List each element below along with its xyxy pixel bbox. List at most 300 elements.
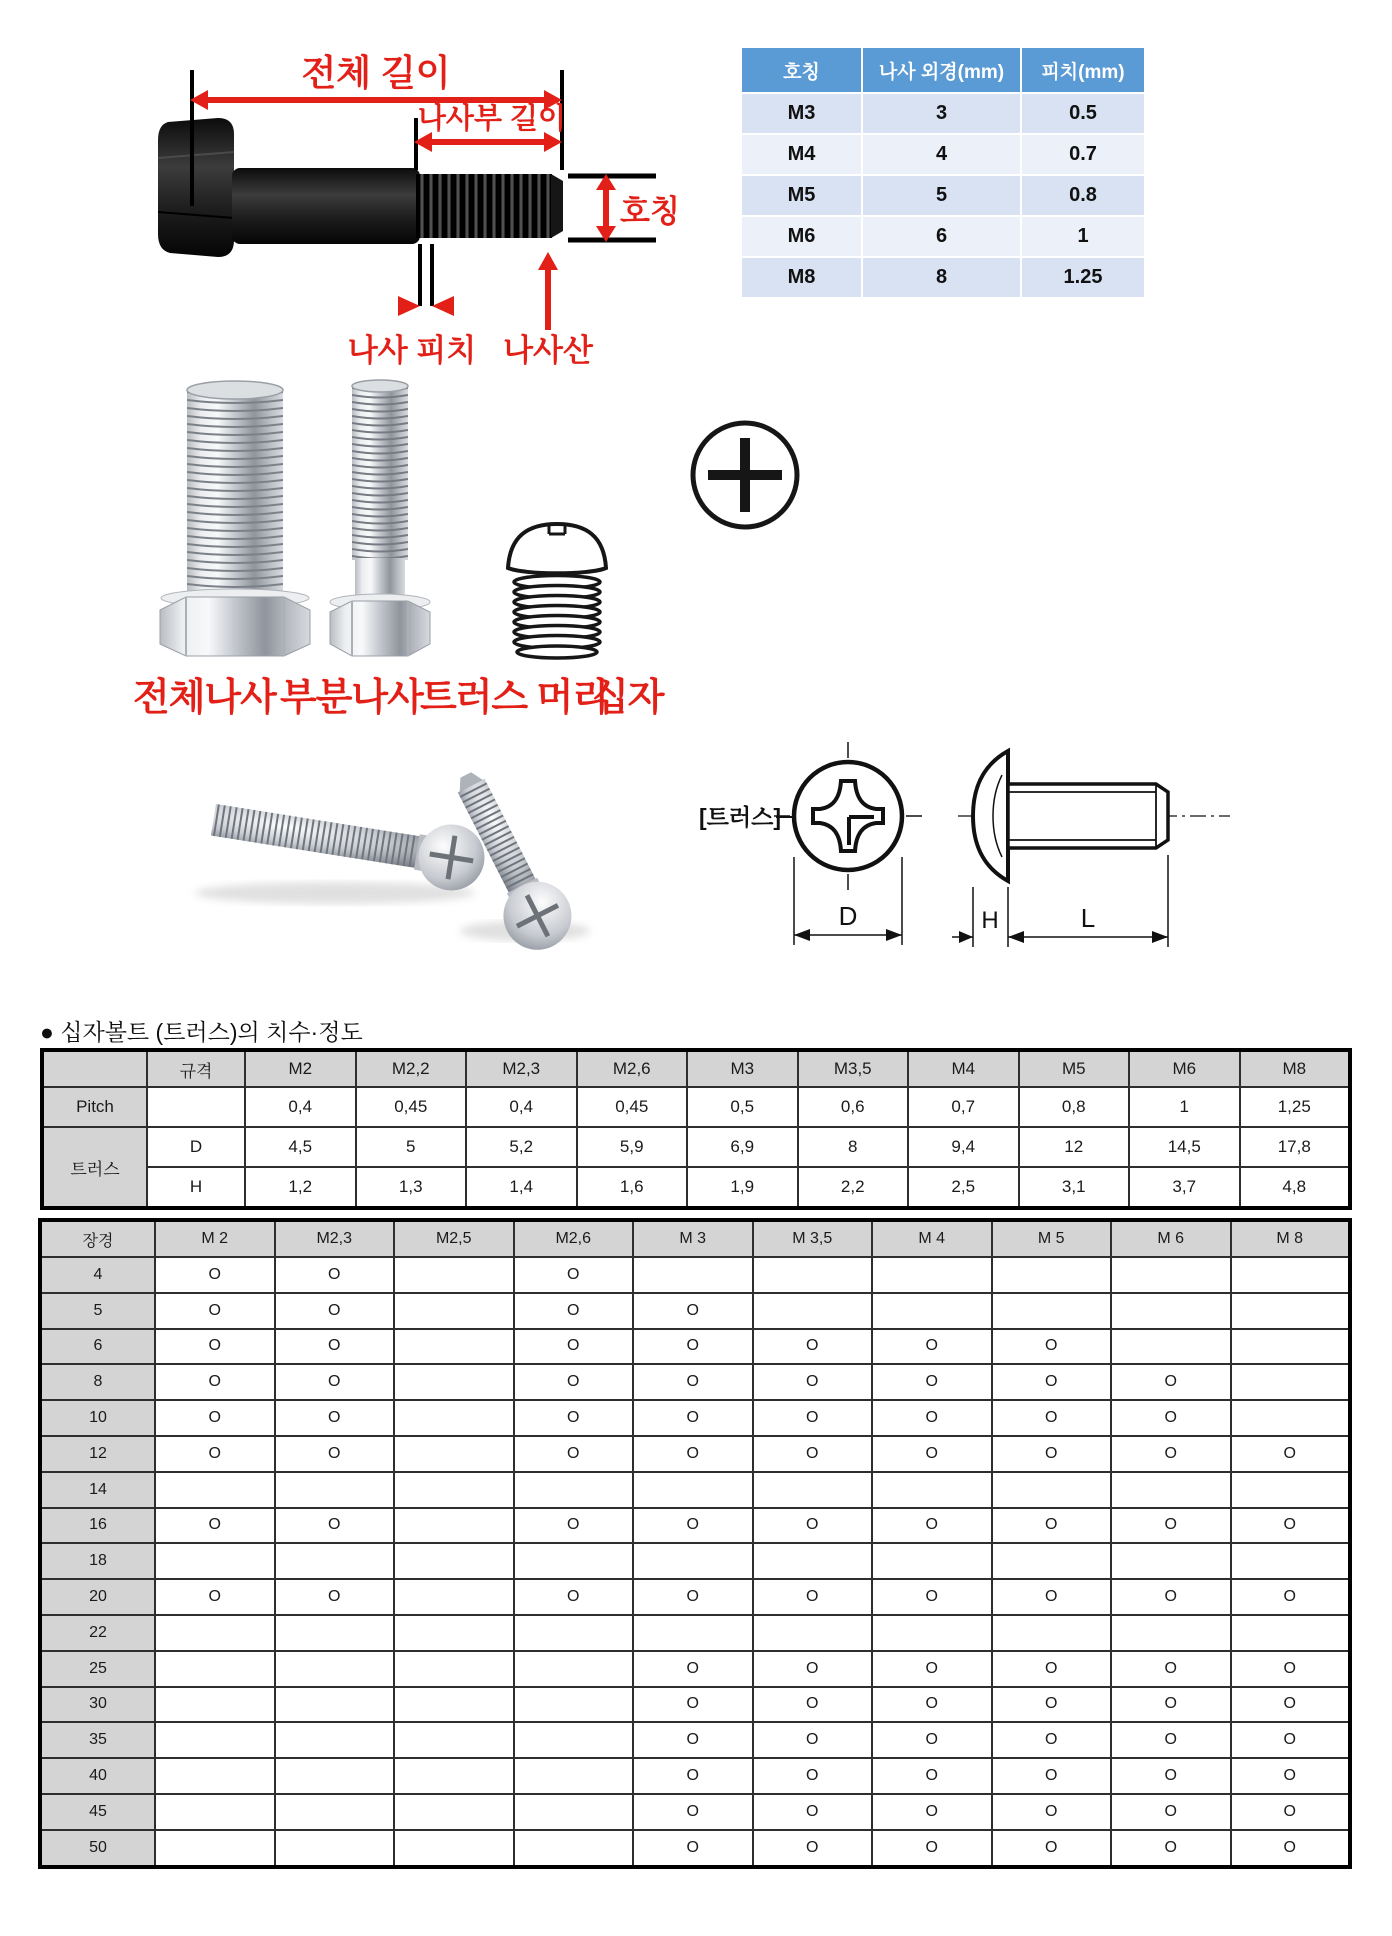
spec-table-row — [742, 135, 1146, 176]
table-cell: 0,7 — [908, 1087, 1019, 1127]
table-cell — [514, 1651, 634, 1687]
table-cell: O — [155, 1508, 275, 1544]
table-cell — [514, 1794, 634, 1830]
table-cell — [394, 1615, 514, 1651]
table-cell: O — [872, 1794, 992, 1830]
table-cell: 40 — [40, 1758, 155, 1794]
table-cell: O — [992, 1364, 1112, 1400]
table-cell: O — [992, 1687, 1112, 1723]
table-cell: 1 — [1022, 217, 1146, 258]
table-cell: M 8 — [1231, 1220, 1351, 1257]
table-cell: 2,5 — [908, 1167, 1019, 1208]
table-cell — [394, 1436, 514, 1472]
table-cell: O — [155, 1293, 275, 1329]
table-cell: 1,6 — [577, 1167, 688, 1208]
table-cell: M2,6 — [577, 1050, 688, 1087]
table-cell: M 3 — [633, 1220, 753, 1257]
table-cell — [992, 1615, 1112, 1651]
table-cell: M5 — [742, 176, 863, 217]
table-cell — [992, 1543, 1112, 1579]
availability-table-body — [40, 1220, 1350, 1867]
table-cell: O — [1231, 1508, 1351, 1544]
table-cell — [155, 1687, 275, 1723]
table-cell: M 2 — [155, 1220, 275, 1257]
table-cell: 8 — [798, 1127, 909, 1167]
table-cell: M3 — [687, 1050, 798, 1087]
thread-length-label: 나사부 길이 — [417, 103, 567, 135]
table-cell — [872, 1615, 992, 1651]
dimension-table-body — [42, 1050, 1350, 1208]
table-cell: 트러스 — [42, 1127, 147, 1208]
table-cell: O — [514, 1508, 634, 1544]
table-cell: 0.7 — [1022, 135, 1146, 176]
table-cell: 5,2 — [466, 1127, 577, 1167]
table-cell — [1231, 1293, 1351, 1329]
table-cell: 4 — [863, 135, 1022, 176]
table-cell: 1 — [1129, 1087, 1240, 1127]
table-cell: M8 — [742, 258, 863, 299]
table-cell: 6 — [40, 1329, 155, 1365]
table-cell: O — [992, 1579, 1112, 1615]
table-cell — [147, 1087, 245, 1127]
table-cell — [394, 1543, 514, 1579]
table-cell: 2,2 — [798, 1167, 909, 1208]
hex-bolt-image — [158, 118, 563, 257]
table-cell: O — [514, 1436, 634, 1472]
table-cell — [872, 1257, 992, 1293]
thread-pitch-label: 나사 피치 — [347, 333, 477, 368]
table-cell: O — [514, 1364, 634, 1400]
table-cell: O — [1111, 1758, 1231, 1794]
table-cell — [155, 1472, 275, 1508]
table-cell: O — [872, 1329, 992, 1365]
table-cell — [1231, 1472, 1351, 1508]
table-cell: M8 — [1240, 1050, 1351, 1087]
table-cell: 25 — [40, 1651, 155, 1687]
table-cell — [514, 1615, 634, 1651]
table-cell: O — [1111, 1794, 1231, 1830]
table-cell — [275, 1615, 395, 1651]
table-cell — [42, 1050, 147, 1087]
spec-table-body — [742, 94, 1146, 299]
table-cell: O — [633, 1687, 753, 1723]
table-cell: O — [1231, 1722, 1351, 1758]
table-cell — [275, 1543, 395, 1579]
table-cell — [1231, 1257, 1351, 1293]
table-cell: 22 — [40, 1615, 155, 1651]
table-cell: O — [633, 1329, 753, 1365]
availability-row — [40, 1830, 1350, 1867]
table-cell: O — [753, 1329, 873, 1365]
table-cell: 8 — [863, 258, 1022, 299]
table-cell: O — [275, 1257, 395, 1293]
table-cell: O — [633, 1722, 753, 1758]
table-cell: O — [872, 1436, 992, 1472]
truss-d-row — [42, 1127, 1350, 1167]
table-cell: O — [753, 1364, 873, 1400]
head-height-dim-label: H — [981, 907, 999, 934]
table-cell: 5 — [863, 176, 1022, 217]
table-cell — [514, 1543, 634, 1579]
table-cell: 장경 — [40, 1220, 155, 1257]
table-cell — [394, 1651, 514, 1687]
table-cell: M2,2 — [356, 1050, 467, 1087]
table-cell: O — [633, 1651, 753, 1687]
table-cell: 규격 — [147, 1050, 245, 1087]
table-cell: O — [1111, 1830, 1231, 1867]
pitch-row — [42, 1087, 1350, 1127]
table-cell: M2 — [245, 1050, 356, 1087]
table-cell — [394, 1400, 514, 1436]
thread-crest-label: 나사산 — [503, 333, 593, 368]
table-cell: 0,4 — [245, 1087, 356, 1127]
table-cell: O — [633, 1794, 753, 1830]
table-cell: 0,45 — [577, 1087, 688, 1127]
table-cell: O — [514, 1293, 634, 1329]
spec-table-header-row — [742, 48, 1146, 94]
table-cell — [155, 1758, 275, 1794]
table-cell — [514, 1687, 634, 1723]
table-cell: O — [1231, 1830, 1351, 1867]
table-cell — [633, 1472, 753, 1508]
table-cell: O — [872, 1830, 992, 1867]
table-cell: 0,45 — [356, 1087, 467, 1127]
table-cell — [394, 1364, 514, 1400]
availability-row — [40, 1687, 1350, 1723]
table-cell: O — [753, 1830, 873, 1867]
phillips-cross-icon — [693, 423, 797, 527]
table-cell: 45 — [40, 1794, 155, 1830]
table-cell: O — [633, 1758, 753, 1794]
table-cell — [514, 1758, 634, 1794]
table-cell: M4 — [908, 1050, 1019, 1087]
table-cell — [155, 1722, 275, 1758]
table-cell — [514, 1722, 634, 1758]
table-cell: O — [1111, 1436, 1231, 1472]
table-cell: O — [155, 1400, 275, 1436]
table-cell — [394, 1794, 514, 1830]
table-cell: O — [992, 1722, 1112, 1758]
table-cell — [394, 1687, 514, 1723]
table-cell: M5 — [1019, 1050, 1130, 1087]
table-cell: 3 — [863, 94, 1022, 135]
table-cell: O — [633, 1293, 753, 1329]
table-cell: O — [753, 1651, 873, 1687]
table-cell: O — [753, 1436, 873, 1472]
availability-row — [40, 1579, 1350, 1615]
table-cell: M2,3 — [466, 1050, 577, 1087]
table-cell — [394, 1758, 514, 1794]
table-cell — [275, 1722, 395, 1758]
table-cell: O — [992, 1651, 1112, 1687]
table-cell: 12 — [40, 1436, 155, 1472]
table-cell: 4 — [40, 1257, 155, 1293]
table-cell: O — [633, 1830, 753, 1867]
table-cell: 16 — [40, 1508, 155, 1544]
truss-dimension-table — [40, 1048, 1352, 1210]
table-cell: 0,5 — [687, 1087, 798, 1127]
table-cell — [1231, 1543, 1351, 1579]
table-cell: 14 — [40, 1472, 155, 1508]
table-cell — [155, 1651, 275, 1687]
table-cell: O — [1231, 1651, 1351, 1687]
cross-recess-label: 십자 — [592, 677, 664, 719]
availability-row — [40, 1651, 1350, 1687]
table-cell: M2,6 — [514, 1220, 634, 1257]
table-cell: O — [992, 1830, 1112, 1867]
table-cell: O — [275, 1400, 395, 1436]
table-cell — [633, 1543, 753, 1579]
table-cell: O — [753, 1579, 873, 1615]
total-length-label: 전체 길이 — [301, 52, 451, 93]
table-cell — [992, 1472, 1112, 1508]
partial-thread-bolt-image — [330, 380, 430, 656]
table-cell: O — [753, 1687, 873, 1723]
table-cell: 14,5 — [1129, 1127, 1240, 1167]
table-cell: O — [275, 1329, 395, 1365]
table-cell — [872, 1293, 992, 1329]
table-cell: 1,4 — [466, 1167, 577, 1208]
table-cell: O — [1111, 1364, 1231, 1400]
truss-head-label: 트러스 머리 — [420, 677, 609, 719]
table-cell: M6 — [742, 217, 863, 258]
table-cell: O — [1111, 1651, 1231, 1687]
truss-screw-drawing-section — [140, 735, 1270, 960]
table-cell: O — [753, 1794, 873, 1830]
full-thread-label: 전체나사 — [133, 677, 276, 719]
availability-row — [40, 1794, 1350, 1830]
table-cell — [872, 1543, 992, 1579]
table-cell: 5 — [356, 1127, 467, 1167]
table-cell: O — [992, 1329, 1112, 1365]
table-cell: O — [992, 1794, 1112, 1830]
spec-table-row — [742, 94, 1146, 135]
table-cell: O — [633, 1364, 753, 1400]
table-cell — [275, 1758, 395, 1794]
table-cell: O — [1231, 1758, 1351, 1794]
table-cell: 9,4 — [908, 1127, 1019, 1167]
table-cell — [394, 1579, 514, 1615]
table-cell: O — [275, 1508, 395, 1544]
table-cell: O — [1111, 1579, 1231, 1615]
table-cell: M3,5 — [798, 1050, 909, 1087]
table-cell: O — [872, 1651, 992, 1687]
table-cell: 4,8 — [1240, 1167, 1351, 1208]
availability-row — [40, 1436, 1350, 1472]
table-cell: O — [1111, 1400, 1231, 1436]
table-cell: 6 — [863, 217, 1022, 258]
spec-table-row — [742, 258, 1146, 299]
truss-h-row — [42, 1167, 1350, 1208]
table-cell — [394, 1830, 514, 1867]
table-cell: 12 — [1019, 1127, 1130, 1167]
thread-spec-table — [742, 48, 1146, 299]
table-cell — [1111, 1257, 1231, 1293]
table-cell: O — [872, 1722, 992, 1758]
table-cell: O — [633, 1400, 753, 1436]
table-cell — [155, 1615, 275, 1651]
table-cell: 3,7 — [1129, 1167, 1240, 1208]
table-cell: O — [1111, 1687, 1231, 1723]
table-cell: 호칭 — [742, 48, 863, 94]
full-thread-bolt-image — [160, 381, 310, 656]
availability-row — [40, 1508, 1350, 1544]
table-cell: 18 — [40, 1543, 155, 1579]
table-cell — [753, 1293, 873, 1329]
table-cell — [394, 1329, 514, 1365]
truss-side-view-drawing — [952, 751, 1230, 947]
table-cell: O — [514, 1579, 634, 1615]
table-cell: O — [275, 1579, 395, 1615]
table-cell — [394, 1293, 514, 1329]
partial-thread-label: 부분나사 — [280, 677, 423, 719]
table-cell — [753, 1543, 873, 1579]
length-dim-label: L — [1080, 903, 1096, 933]
availability-row — [40, 1400, 1350, 1436]
table-cell: 5 — [40, 1293, 155, 1329]
table-cell: O — [514, 1257, 634, 1293]
table-cell: M 5 — [992, 1220, 1112, 1257]
table-cell: 4,5 — [245, 1127, 356, 1167]
table-cell — [872, 1472, 992, 1508]
table-cell: 6,9 — [687, 1127, 798, 1167]
table-cell: O — [155, 1329, 275, 1365]
truss-head-drawing — [508, 524, 606, 658]
table-cell: 50 — [40, 1830, 155, 1867]
hex-bolt-annotated-photo — [100, 30, 700, 370]
availability-row — [40, 1543, 1350, 1579]
table-cell — [1111, 1472, 1231, 1508]
table-cell — [514, 1472, 634, 1508]
table-cell: M 3,5 — [753, 1220, 873, 1257]
table-cell — [155, 1830, 275, 1867]
table-cell — [633, 1257, 753, 1293]
table-cell — [394, 1722, 514, 1758]
table-cell: M4 — [742, 135, 863, 176]
table-cell: 1,3 — [356, 1167, 467, 1208]
table-cell: 피치(mm) — [1022, 48, 1146, 94]
table-cell: O — [753, 1508, 873, 1544]
dimension-table-header-row — [42, 1050, 1350, 1087]
table-cell — [394, 1508, 514, 1544]
table-cell — [275, 1794, 395, 1830]
table-cell: O — [155, 1436, 275, 1472]
table-cell: M 4 — [872, 1220, 992, 1257]
table-cell — [992, 1293, 1112, 1329]
table-cell — [1111, 1293, 1231, 1329]
table-cell: 20 — [40, 1579, 155, 1615]
table-cell: O — [872, 1687, 992, 1723]
table-cell: O — [1231, 1794, 1351, 1830]
table-cell — [275, 1472, 395, 1508]
table-cell: 0,4 — [466, 1087, 577, 1127]
table-cell: O — [633, 1436, 753, 1472]
table-cell: O — [753, 1758, 873, 1794]
table-cell: O — [514, 1329, 634, 1365]
table-cell — [1111, 1329, 1231, 1365]
table-cell: M 6 — [1111, 1220, 1231, 1257]
table-cell: O — [992, 1436, 1112, 1472]
table-cell — [155, 1543, 275, 1579]
table-cell: O — [275, 1293, 395, 1329]
table-cell: O — [633, 1579, 753, 1615]
table-cell: 30 — [40, 1687, 155, 1723]
table-cell: 0,6 — [798, 1087, 909, 1127]
table-cell: O — [275, 1364, 395, 1400]
table-cell: O — [992, 1400, 1112, 1436]
table-cell: O — [1111, 1722, 1231, 1758]
availability-table — [38, 1218, 1352, 1869]
table-cell — [275, 1651, 395, 1687]
truss-front-view-drawing — [699, 742, 922, 945]
table-cell: M2,5 — [394, 1220, 514, 1257]
table-cell — [394, 1472, 514, 1508]
spec-table-row — [742, 176, 1146, 217]
table-cell: O — [1231, 1687, 1351, 1723]
dimension-section-heading: ● 십자볼트 (트러스)의 치수·정도 — [40, 1019, 363, 1045]
table-cell: 5,9 — [577, 1127, 688, 1167]
table-cell: 1.25 — [1022, 258, 1146, 299]
table-cell — [394, 1257, 514, 1293]
table-cell — [1231, 1329, 1351, 1365]
availability-row — [40, 1329, 1350, 1365]
table-cell: M2,3 — [275, 1220, 395, 1257]
table-cell: O — [992, 1758, 1112, 1794]
availability-row — [40, 1293, 1350, 1329]
table-cell — [155, 1794, 275, 1830]
table-cell — [633, 1615, 753, 1651]
table-cell: O — [275, 1436, 395, 1472]
table-cell — [1231, 1400, 1351, 1436]
table-cell: O — [514, 1400, 634, 1436]
table-cell — [1231, 1364, 1351, 1400]
table-cell — [514, 1830, 634, 1867]
table-cell: O — [872, 1364, 992, 1400]
diameter-dim-label: D — [838, 901, 858, 931]
table-cell: O — [753, 1722, 873, 1758]
table-cell: O — [1231, 1579, 1351, 1615]
table-cell: O — [872, 1579, 992, 1615]
table-cell: M6 — [1129, 1050, 1240, 1087]
table-cell: 8 — [40, 1364, 155, 1400]
availability-row — [40, 1472, 1350, 1508]
availability-row — [40, 1722, 1350, 1758]
table-cell: O — [155, 1579, 275, 1615]
table-cell — [1111, 1615, 1231, 1651]
table-cell — [753, 1615, 873, 1651]
table-cell — [1231, 1615, 1351, 1651]
table-cell: 10 — [40, 1400, 155, 1436]
table-cell: O — [872, 1400, 992, 1436]
table-cell: D — [147, 1127, 245, 1167]
table-cell: O — [872, 1508, 992, 1544]
table-cell: 35 — [40, 1722, 155, 1758]
spec-table-row — [742, 217, 1146, 258]
table-cell: O — [1231, 1436, 1351, 1472]
table-cell: O — [633, 1508, 753, 1544]
availability-table-header-row — [40, 1220, 1350, 1257]
availability-row — [40, 1257, 1350, 1293]
table-cell — [275, 1830, 395, 1867]
table-cell: 0.8 — [1022, 176, 1146, 217]
table-cell: O — [992, 1508, 1112, 1544]
table-cell: 0,8 — [1019, 1087, 1130, 1127]
availability-row — [40, 1615, 1350, 1651]
table-cell: 17,8 — [1240, 1127, 1351, 1167]
table-cell — [1111, 1543, 1231, 1579]
table-cell: 1,9 — [687, 1167, 798, 1208]
table-cell — [753, 1257, 873, 1293]
